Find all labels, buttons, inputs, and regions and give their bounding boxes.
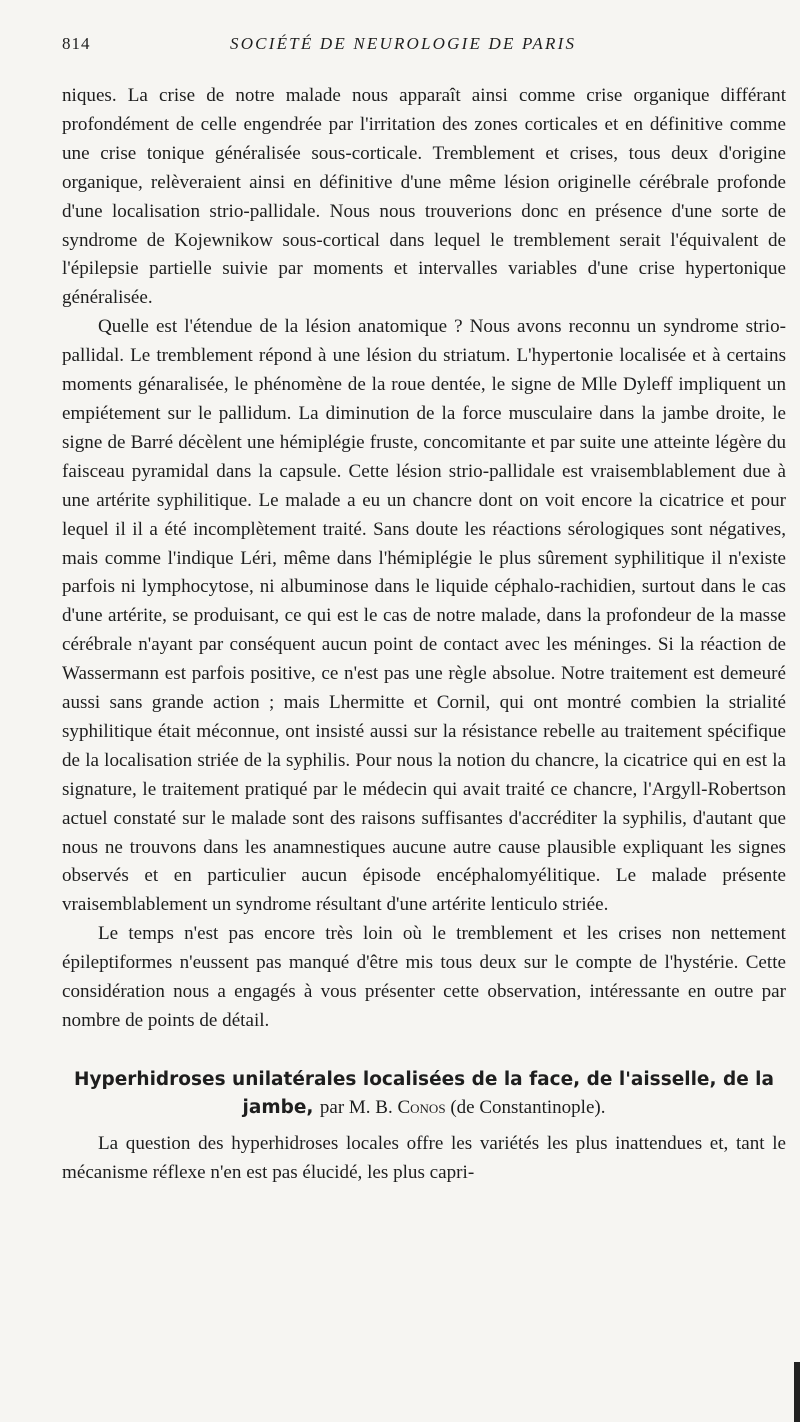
paragraph-3: Le temps n'est pas encore très loin où le tremblement et les crises non nettement épileptiformes n'eussent pas manqué d'être mis tous deux sur le compte de l'hystérie. Cette considération nous a engagés à vous présenter cette observation, intéressante en outre par nombre de points de détail.: [62, 923, 786, 1031]
scan-edge-mark: [794, 1362, 800, 1422]
section-title: Hyperhidroses unilatérales localisées de la face, de l'aisselle, de la jambe,: [73, 1068, 775, 1118]
page-number: 814: [62, 34, 91, 53]
paragraph-1: niques. La crise de notre malade nous apparaît ainsi comme crise organique différant profondément de celle engendrée par l'irritation des zones corticales et en définitive comme une crise tonique généralisée sous-corticale. Tremblement et crises, tous deux d'origine organique, relèveraient ainsi en définitive d'une même lésion originelle cérébrale profonde d'une localisation strio-pallidale. Nous nous trouverions donc en présence d'une sorte de syndrome de Kojewnikow sous-cortical dans lequel le tremblement serait l'équivalent de l'épilepsie partielle suivie par moments et intervalles variables d'une crise hypertonique généralisée.: [62, 85, 786, 309]
paragraph-4: La question des hyperhidroses locales offre les variétés les plus inattendues et, tant le mécanisme réflexe n'en est pas élucidé, les plus capri-: [62, 1132, 786, 1183]
running-head: SOCIÉTÉ DE NEUROLOGIE DE PARIS: [230, 34, 577, 53]
section-heading: [62, 1066, 786, 1122]
article-body: [62, 82, 786, 1188]
page-header: [62, 34, 734, 60]
author-name: Conos: [397, 1096, 446, 1118]
author-prefix: par M. B.: [319, 1096, 393, 1118]
paragraph-2: Quelle est l'étendue de la lésion anatomique ? Nous avons reconnu un syndrome strio-pallidal. Le tremblement répond à une lésion du striatum. L'hypertonie localisée et à certains moments génaralisée, le phénomène de la roue dentée, le signe de Mlle Dyleff impliquent un empiétement sur le pallidum. La diminution de la force musculaire dans la jambe droite, le signe de Barré décèlent une hémiplégie fruste, concomitante et par suite une atteinte légère du faisceau pyramidal dans la capsule. Cette lésion strio-pallidale est vraisemblablement due à une artérite syphilitique. Le malade a eu un chancre dont on voit encore la cicatrice et pour lequel il il a été incomplètement traité. Sans doute les réactions sérologiques sont négatives, mais comme l'indique Léri, même dans l'hémiplégie le plus sûrement syphilitique il n'existe parfois ni lymphocytose, ni albuminose dans le liquide céphalo-rachidien, surtout dans le cas d'une artérite, se produisant, ce qui est le cas de notre malade, dans la profondeur de la masse cérébrale n'ayant par conséquent aucun point de contact avec les méninges. Si la réaction de Wassermann est parfois positive, ce n'est pas une règle absolue. Notre traitement est demeuré aussi sans grande action ; mais Lhermitte et Cornil, qui ont montré combien la strialité syphilitique était méconnue, ont insisté aussi sur la résistance rebelle au traitement spécifique de la localisation striée de la syphilis. Pour nous la notion du chancre, la cicatrice qui en est la signature, le traitement pratiqué par le médecin qui avait traité ce chancre, l'Argyll-Robertson actuel constaté sur le malade sont des raisons suffisantes d'accréditer la syphilis, d'autant que nous ne trouvons dans les anamnestiques aucune autre cause plausible expliquant les signes observés et en particulier aucun épisode encéphalomyélitique. Le malade présente vraisemblablement un syndrome résultant d'une artérite lenticulo striée.: [62, 316, 786, 916]
author-affiliation: (de Constantinople).: [450, 1096, 606, 1118]
